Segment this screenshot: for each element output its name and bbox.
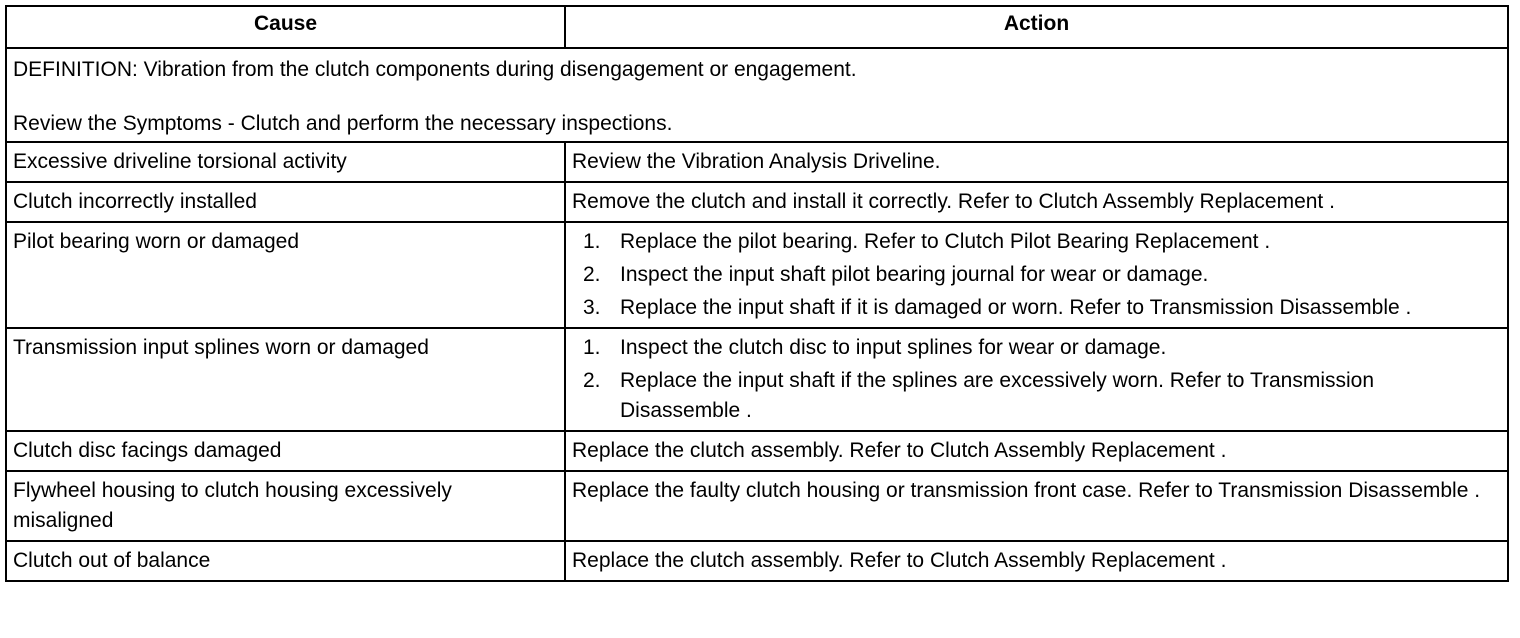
action-steps-list	[572, 333, 1500, 426]
definition-row	[6, 48, 1508, 142]
cause-cell: Transmission input splines worn or damaged	[6, 328, 565, 431]
action-cell	[565, 328, 1508, 431]
action-step	[583, 227, 1500, 257]
table-row	[6, 541, 1508, 581]
cause-cell: Clutch out of balance	[6, 541, 565, 581]
table-row	[6, 182, 1508, 222]
review-symptoms-text: Review the Symptoms - Clutch and perform the necessary inspections.	[13, 112, 673, 135]
step-number: 3.	[583, 296, 601, 319]
cause-cell: Clutch incorrectly installed	[6, 182, 565, 222]
cause-cell: Pilot bearing worn or damaged	[6, 222, 565, 328]
step-number: 2.	[583, 369, 601, 392]
definition-spacer	[13, 85, 1500, 109]
table-row	[6, 142, 1508, 182]
step-number: 1.	[583, 336, 601, 359]
definition-text: DEFINITION: Vibration from the clutch components during disengagement or engagement.	[13, 58, 857, 81]
action-cell: Replace the clutch assembly. Refer to Clutch Assembly Replacement .	[565, 431, 1508, 471]
action-steps-list	[572, 227, 1500, 323]
step-text: Replace the input shaft if it is damaged or worn. Refer to Transmission Disassemble .	[620, 296, 1412, 319]
diagnostic-table-frame	[5, 5, 1507, 582]
cause-cell: Excessive driveline torsional activity	[6, 142, 565, 182]
action-step	[583, 366, 1500, 426]
action-cell: Replace the faulty clutch housing or transmission front case. Refer to Transmission Disassemble .	[565, 471, 1508, 541]
definition-cell	[6, 48, 1508, 142]
table-row	[6, 471, 1508, 541]
action-cell: Review the Vibration Analysis Driveline.	[565, 142, 1508, 182]
action-step	[583, 260, 1500, 290]
action-step	[583, 333, 1500, 363]
step-text: Replace the pilot bearing. Refer to Clutch Pilot Bearing Replacement .	[620, 230, 1271, 253]
action-cell: Replace the clutch assembly. Refer to Clutch Assembly Replacement .	[565, 541, 1508, 581]
action-cell: Remove the clutch and install it correctly. Refer to Clutch Assembly Replacement .	[565, 182, 1508, 222]
header-cause: Cause	[6, 6, 565, 48]
step-number: 1.	[583, 230, 601, 253]
step-text: Inspect the clutch disc to input splines for wear or damage.	[620, 336, 1167, 359]
cause-cell: Clutch disc facings damaged	[6, 431, 565, 471]
action-step	[583, 293, 1500, 323]
table-row	[6, 431, 1508, 471]
header-action: Action	[565, 6, 1508, 48]
cause-cell: Flywheel housing to clutch housing excessively misaligned	[6, 471, 565, 541]
table-row	[6, 328, 1508, 431]
step-text: Replace the input shaft if the splines are excessively worn. Refer to Transmission Disassemble .	[620, 369, 1375, 422]
table-row	[6, 222, 1508, 328]
step-number: 2.	[583, 263, 601, 286]
action-cell	[565, 222, 1508, 328]
header-row	[6, 6, 1508, 48]
diagnostic-table	[5, 5, 1509, 582]
step-text: Inspect the input shaft pilot bearing journal for wear or damage.	[620, 263, 1209, 286]
